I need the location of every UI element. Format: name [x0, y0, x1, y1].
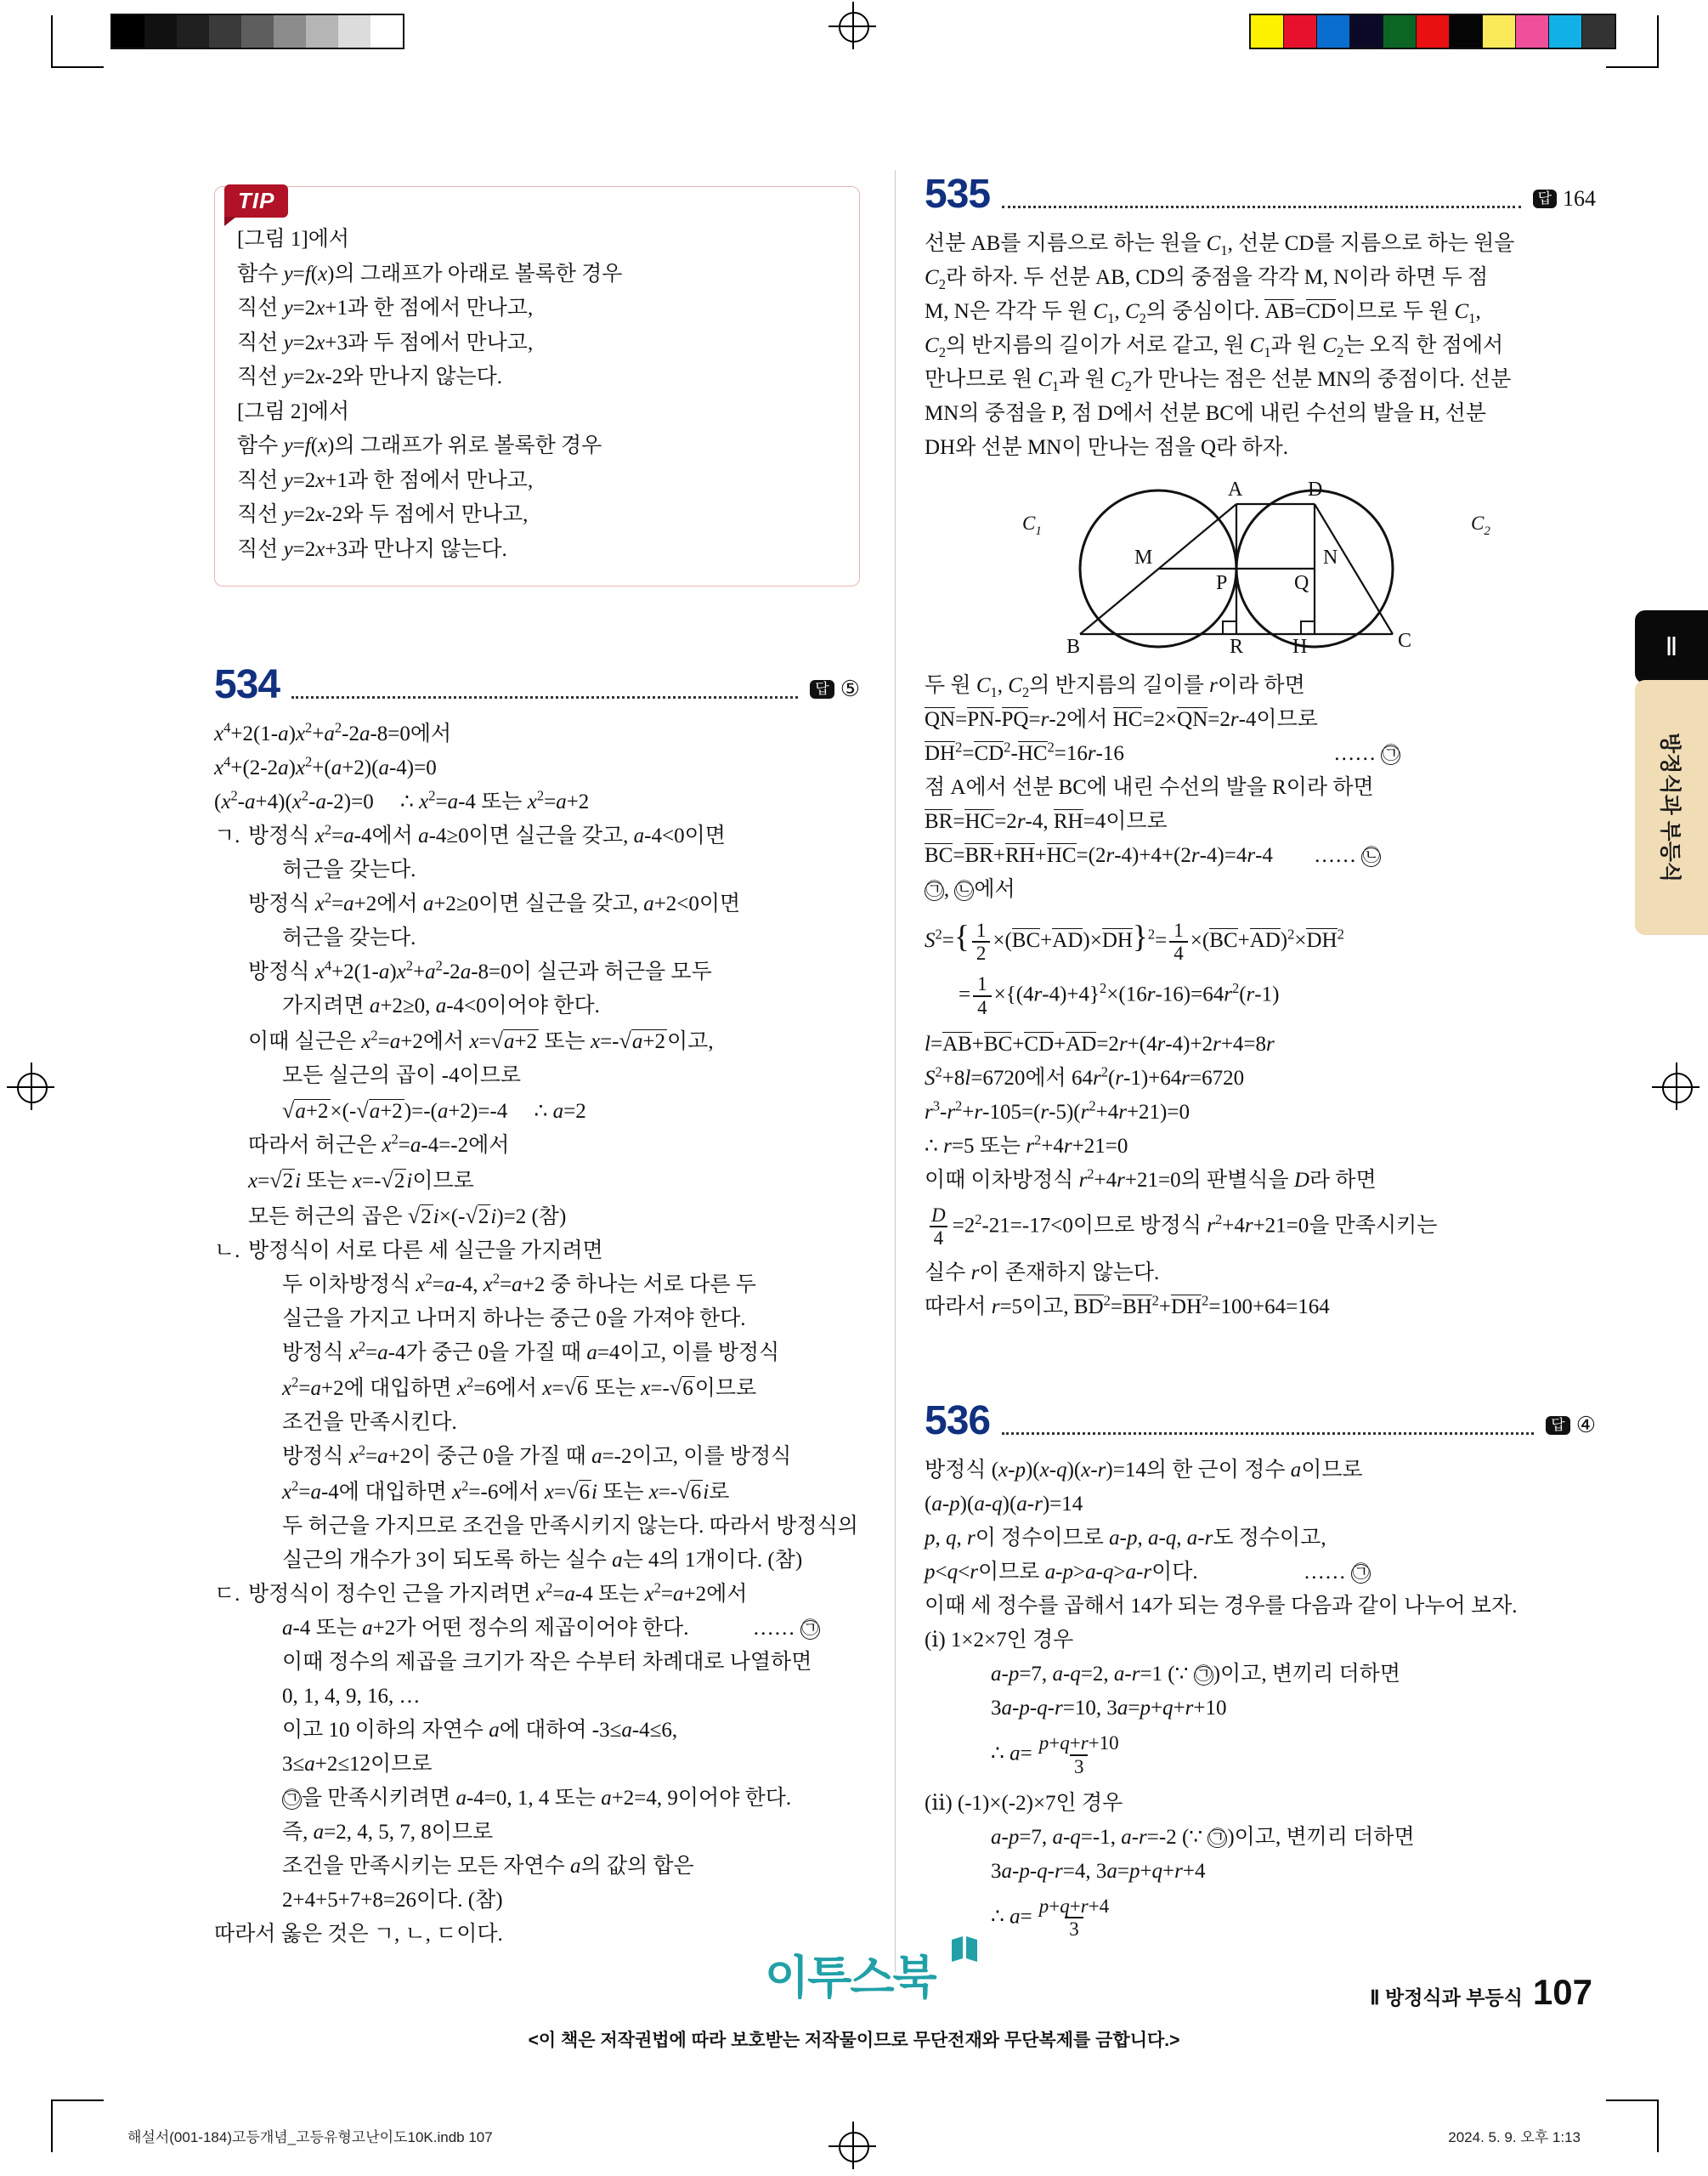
- answer-badge: [810, 677, 860, 706]
- registration-mark-left: [7, 1062, 54, 1110]
- right-angle-r: [1223, 621, 1236, 634]
- color-calibration-bar: [1249, 14, 1616, 49]
- figure-535-two-circles: [925, 477, 1596, 655]
- label-d: D: [1308, 479, 1323, 501]
- tip-line: 직선 y=2x-2와 두 점에서 만나고,: [237, 503, 529, 526]
- color-swatch: [1582, 15, 1615, 48]
- problem-534-solution: $x^4+2(1-a)x^2+a^2-2a-8=0$에서 $x^4+(2-2a)x^2+(a+2)(a-4)=0$ $(x^2-a+4)(x^2-a-2)=0$ ∴ $x^2=a-4$ 또는 $x^2=a+2$ ㄱ. 방정식 $x^2=a-4$에서 a-4≥0이면 실근을 갖고, a-4<0이면 허근을 갖는다. 방정식 $x^2=a+2$에서 a+2≥0이면 실근을 갖고, a+2<0이면 허근을 갖는다. 방정식 $x^4+2(1-a)x^2+a^2-2a-8=0$이 실근과 허근을 모두 가지려면 a+2≥0, a-4<0이어야 한다. 이때 실근은 $x^2=a+2$에서 x=√a+2 또는 x=-√a+2이고, 모든 실근의 곱이 -4이므로 √a+2×(-√a+2)=-(a+2)=-4 ∴ a=2 따라서 허근은 $x^2=a-4=-2$에서 x=√2i 또는 x=-√2i이므로 모든 허근의 곱은 √2i×(-√2i)=2 (참) ㄴ. 방정식이 서로 다른 세 실근을 가지려면 두 이차방정식 $x^2=a-4$, $x^2=a+2$ 중 하나는 서로 다른 두 실근을 가지고 나머지 하나는 중근 0을 가져야 한다. 방정식 $x^2=a-4$가 중근 0을 가질 때 a=4이고, 이를 방정식 $x^2=a+2$에 대입하면 $x^2=6$에서 x=√6 또는 x=-√6이므로 조건을 만족시킨다. 방정식 $x^2=a+2$이 중근 0을 가질 때 a=-2이고, 이를 방정식 $x^2=a-4$에 대입하면 $x^2=-6$에서 x=√6i 또는 x=-√6i로 두 허근을 가지므로 조건을 만족시키지 않는다. 따라서 방정식의 실근의 개수가 3이 되도록 하는 실수 a는 4의 1개이다. (참) ㄷ. 방정식이 정수인 근을 가지려면 $x^2=a-4$ 또는 $x^2=a+2$에서 a-4 또는 a+2가 어떤 정수의 제곱이어야 한다. …… ㉠ 이때 정수의 제곱을 크기가 작은 수부터 차례대로 나열하면 0, 1, 4, 9, 16, … 이고 10 이하의 자연수 a에 대하여 -3≤a-4≤6, 3≤a+2≤12이므로 ㉠을 만족시키려면 a-4=0, 1, 4 또는 a+2=4, 9이어야 한다. 즉, a=2, 4, 5, 7, 8이므로 조건을 만족시키는 모든 자연수 a의 값의 합은 2+4+5+7+8=26이다. (참) 따라서 옳은 것은 ㄱ, ㄴ, ㄷ이다.: [214, 719, 858, 1946]
- problem-number: 535: [925, 172, 991, 217]
- registration-mark-bottom: [829, 2122, 876, 2169]
- problem-535-solution-cont: 두 원 $C_1$, $C_2$의 반지름의 길이를 r이라 하면 QN=PN-PQ=r-2에서 HC=2×QN=2r-4이므로 $DH^2=CD^2-HC^2=16r-16$ …… ㉠ 점 A에서 선분 BC에 내린 수선의 발을 R이라 하면 BR=HC=2r-4, RH=4이므로 BC=BR+RH+HC=(2r-4)+4+(2r-4)=4r-4 …… ㉡ ㉠, ㉡에서 $S^2=${ $\frac{1}{2}$ ×(BC+AD)×DH}$^2$= $\frac{1}{4}$ $\times(BC+AD)^2\times DH^2$ = $\frac{1}{4}$ $\times\{(4r-4)+4\}^2\times(16r-16)=64r^2(r-1)$ l=AB+BC+CD+AD=2r+(4r-4)+2r+4=8r $S^2+8l=6720$에서 $64r^2(r-1)+64r=6720$ $r^3-r^2+r-105=(r-5)(r^2+4r+21)=0$ ∴ r=5 또는 $r^2+4r+21=0$ 이때 이차방정식 $r^2+4r+21=0$의 판별식을 D라 하면 $\frac{D}{4}$ $=2^2-21=-17<0$이므로 방정식 $r^2+4r+21=0$을 만족시키는 실수 r이 존재하지 않는다. 따라서 r=5이고, $BD^2=BH^2+DH^2=100+64=164$: [925, 674, 1438, 1319]
- problem-number: 534: [214, 662, 280, 707]
- grayscale-swatch: [274, 15, 306, 48]
- dot-leader: [1002, 1414, 1534, 1435]
- tip-line: 직선 y=2x-2와 만나지 않는다.: [237, 366, 503, 388]
- label-a: A: [1228, 479, 1243, 501]
- crop-mark-bottom-left: [51, 2100, 104, 2152]
- answer-chip-label: 답: [810, 680, 834, 699]
- print-slug-timestamp: 2024. 5. 9. 오후 1:13: [1448, 2129, 1581, 2145]
- label-p: P: [1216, 572, 1228, 594]
- chapter-label: Ⅱ 방정식과 부등식: [1370, 1986, 1523, 2009]
- tip-line: [그림 2]에서: [237, 400, 350, 423]
- color-swatch: [1350, 15, 1383, 48]
- tip-line: [그림 1]에서: [237, 228, 350, 251]
- side-tab-chapter-title: [1635, 680, 1708, 935]
- answer-value: ④: [1575, 1413, 1596, 1438]
- left-column: [214, 174, 860, 1952]
- tip-line: 직선 y=2x+3과 만나지 않는다.: [237, 537, 507, 561]
- problem-536-header: [925, 1398, 1596, 1444]
- color-swatch: [1483, 15, 1516, 48]
- segment-dc: [1315, 504, 1393, 634]
- label-c1: $C_1$: [1022, 513, 1042, 538]
- right-column: [925, 174, 1596, 1941]
- label-n: N: [1323, 547, 1338, 569]
- answer-chip-label: 답: [1546, 1416, 1569, 1435]
- copyright-notice: <이 책은 저작권법에 따라 보호받는 저작물이므로 무단전재와 무단복제를 금합니다.>: [528, 2031, 1180, 2050]
- grayscale-swatch: [241, 15, 274, 48]
- tip-box: [214, 186, 860, 586]
- answer-value: ⑤: [840, 677, 860, 701]
- grayscale-swatch: [209, 15, 241, 48]
- label-m: M: [1134, 547, 1153, 569]
- side-tab-chapter-roman: Ⅱ: [1635, 610, 1708, 683]
- answer-chip-label: 답: [1533, 190, 1557, 208]
- answer-badge: [1533, 186, 1596, 215]
- label-r: R: [1230, 636, 1244, 655]
- label-c2: $C_2$: [1471, 513, 1490, 538]
- grayscale-swatch: [338, 15, 370, 48]
- page-footer-number: [1370, 1972, 1592, 2013]
- color-swatch: [1549, 15, 1582, 48]
- crop-mark-bottom-right: [1606, 2100, 1659, 2152]
- color-swatch: [1251, 15, 1284, 48]
- answer-badge: [1546, 1413, 1596, 1442]
- grayscale-swatch: [177, 15, 209, 48]
- color-swatch: [1383, 15, 1417, 48]
- grayscale-swatch: [370, 15, 403, 48]
- tip-line: 직선 y=2x+3과 두 점에서 만나고,: [237, 331, 534, 354]
- tip-line: 직선 y=2x+1과 한 점에서 만나고,: [237, 297, 534, 320]
- problem-number: 536: [925, 1398, 991, 1444]
- publisher-logo: [765, 1952, 986, 2023]
- dot-leader: [291, 677, 798, 699]
- grayscale-swatch: [112, 15, 144, 48]
- color-swatch: [1450, 15, 1483, 48]
- color-swatch: [1417, 15, 1450, 48]
- tip-line: 함수 y=f(x)의 그래프가 아래로 볼록한 경우: [237, 262, 623, 286]
- problem-535-solution: 선분 AB를 지름으로 하는 원을 $C_1$, 선분 CD를 지름으로 하는 원을 $C_2$라 하자. 두 선분 AB, CD의 중점을 각각 M, N이라 하면 두 점 M, N은 각각 두 원 $C_1$, $C_2$의 중심이다. AB=CD이므로 두 원 $C_1$, $C_2$의 반지름의 길이가 서로 같고, 원 $C_1$과 원 $C_2$는 오직 한 점에서 만나므로 원 $C_1$과 원 $C_2$가 만나는 점은 선분 MN의 중점이다. 선분 MN의 중점을 P, 점 D에서 선분 BC에 내린 수선의 발을 H, 선분 DH와 선분 MN이 만나는 점을 Q라 하자.: [925, 232, 1515, 459]
- book-icon: [950, 1936, 979, 1965]
- figure-svg: [1005, 477, 1515, 655]
- tip-flag-label: TIP: [224, 184, 288, 218]
- column-divider: [895, 170, 896, 1972]
- registration-mark-top: [829, 2, 876, 49]
- answer-value: 164: [1563, 186, 1596, 211]
- grayscale-swatch: [306, 15, 338, 48]
- right-angle-h: [1301, 621, 1315, 634]
- crop-mark-top-left: [51, 15, 104, 68]
- grayscale-calibration-bar: [110, 14, 404, 49]
- label-q: Q: [1294, 572, 1309, 594]
- label-h: H: [1292, 636, 1308, 655]
- dot-leader: [1002, 187, 1520, 208]
- color-swatch: [1317, 15, 1350, 48]
- color-swatch: [1516, 15, 1549, 48]
- tip-line: 직선 y=2x+1과 한 점에서 만나고,: [237, 468, 534, 492]
- label-b: B: [1066, 636, 1081, 655]
- side-tab-label: 방정식과 부등식: [1658, 733, 1682, 882]
- grayscale-swatch: [144, 15, 177, 48]
- problem-534-header: [214, 662, 860, 707]
- color-swatch: [1284, 15, 1317, 48]
- page-number: 107: [1532, 1972, 1592, 2012]
- publisher-logo-text: 이투스북: [765, 1952, 936, 2003]
- label-c: C: [1398, 630, 1412, 652]
- tip-line: 함수 y=f(x)의 그래프가 위로 볼록한 경우: [237, 434, 602, 457]
- problem-535-header: [925, 174, 1596, 215]
- registration-mark-right: [1652, 1062, 1700, 1110]
- print-slug-filename: 해설서(001-184)고등개념_고등유형고난이도10K.indb 107: [127, 2129, 493, 2145]
- problem-536-solution: 방정식 (x-p)(x-q)(x-r)=14의 한 근이 정수 a이므로 (a-p)(a-q)(a-r)=14 p, q, r이 정수이므로 a-p, a-q, a-r도 정수이고, p<q<r이므로 a-p>a-q>a-r이다. …… ㉠ 이때 세 정수를 곱해서 14가 되는 경우를 다음과 같이 나누어 보자. (ⅰ) 1×2×7인 경우 a-p=7, a-q=2, a-r=1 (∵ ㉠)이고, 변끼리 더하면 3a-p-q-r=10, 3a=p+q+r+10 ∴ a= $\frac{p+q+r+10}{3}$ (ⅱ) (-1)×(-2)×7인 경우 a-p=7, a-q=-1, a-r=-2 (∵ ㉠)이고, 변끼리 더하면 3a-p-q-r=4, 3a=p+q+r+4 ∴ a= $\frac{p+q+r+4}{3}$: [925, 1459, 1518, 1941]
